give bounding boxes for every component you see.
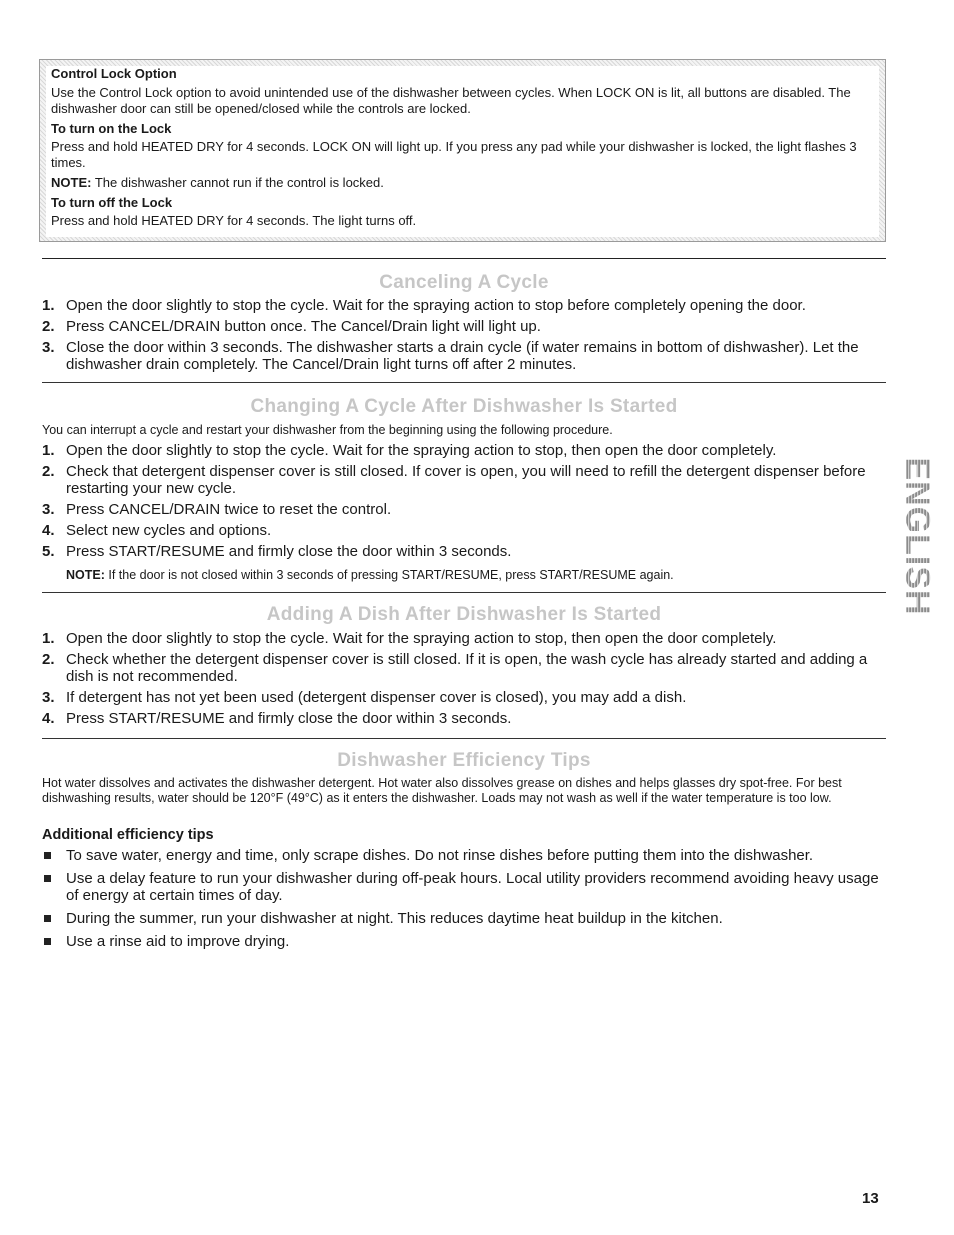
- turn-on-lock-text: Press and hold HEATED DRY for 4 seconds. LOCK ON will light up. If you press any pad while your dishwasher is locked, the light flashes 3 times.: [51, 139, 857, 170]
- list-item: 2. Press CANCEL/DRAIN button once. The Cancel/Drain light will light up.: [42, 318, 541, 335]
- section-divider: [42, 258, 886, 259]
- list-item: To save water, energy and time, only scrape dishes. Do not rinse dishes before putting them into the dishwasher.: [42, 847, 886, 864]
- additional-tips-heading: Additional efficiency tips: [42, 827, 214, 843]
- changing-intro: You can interrupt a cycle and restart your dishwasher from the beginning using the following procedure.: [42, 423, 613, 437]
- control-lock-box: [39, 59, 886, 242]
- language-label: ENGLISH: [898, 456, 937, 616]
- note-text: If the door is not closed within 3 seconds of pressing START/RESUME, press START/RESUME again.: [104, 568, 674, 582]
- bullet-square-icon: [44, 852, 51, 859]
- control-lock-note: [51, 175, 871, 191]
- canceling-heading: Canceling A Cycle: [379, 272, 549, 293]
- list-item: During the summer, run your dishwasher at night. This reduces daytime heat buildup in the kitchen.: [42, 910, 886, 927]
- section-divider: [42, 592, 886, 593]
- changing-heading: Changing A Cycle After Dishwasher Is Started: [250, 396, 678, 417]
- section-divider: [42, 738, 886, 739]
- list-item: 1. Open the door slightly to stop the cycle. Wait for the spraying action to stop, then open the door completely.: [42, 630, 777, 647]
- note-label: NOTE:: [51, 175, 92, 190]
- list-item: 3. Press CANCEL/DRAIN twice to reset the control.: [42, 501, 392, 518]
- changing-steps: [42, 442, 886, 564]
- efficiency-intro: Hot water dissolves and activates the dishwasher detergent. Hot water also dissolves grease on dishes and helps glasses dry spot-free. For best dishwashing results, water should be 120°F (49°C) as it enters the dishwasher. Loads may not wash as well if the water temperature is too low.: [42, 776, 842, 805]
- list-item: 4. Select new cycles and options.: [42, 522, 272, 539]
- list-item: Use a rinse aid to improve drying.: [42, 933, 886, 950]
- list-item: 2. Check that detergent dispenser cover is still closed. If cover is open, you will need to refill the detergent dispenser before restarting your new cycle.: [42, 463, 866, 497]
- section-divider: [42, 382, 886, 383]
- list-item: 1. Open the door slightly to stop the cycle. Wait for the spraying action to stop before completely opening the door.: [42, 297, 806, 314]
- bullet-square-icon: [44, 875, 51, 882]
- turn-off-lock-heading: To turn off the Lock: [51, 195, 173, 210]
- bullet-square-icon: [44, 938, 51, 945]
- control-lock-content: [46, 66, 879, 237]
- changing-note: [66, 568, 886, 583]
- control-lock-intro: Use the Control Lock option to avoid unintended use of the dishwasher between cycles. When LOCK ON is lit, all buttons are disabled. The dishwasher door can still be opened/closed while the controls are locked.: [51, 85, 851, 116]
- list-item: 2. Check whether the detergent dispenser cover is still closed. If it is open, the wash cycle has already started and adding a dish is not recommended.: [42, 651, 868, 685]
- page-number: 13: [862, 1190, 879, 1207]
- list-item: 3. Close the door within 3 seconds. The dishwasher starts a drain cycle (if water remains in bottom of dishwasher). Let the dishwasher drain completely. The Cancel/Drain light turns off after 2 minutes.: [42, 339, 859, 373]
- note-label: NOTE:: [66, 568, 105, 582]
- turn-on-lock-heading: To turn on the Lock: [51, 121, 172, 136]
- turn-off-lock-text: Press and hold HEATED DRY for 4 seconds. The light turns off.: [51, 213, 417, 228]
- bullet-square-icon: [44, 915, 51, 922]
- control-lock-title: Control Lock Option: [51, 66, 177, 81]
- adding-heading: Adding A Dish After Dishwasher Is Started: [266, 604, 662, 625]
- list-item: 3. If detergent has not yet been used (detergent dispenser cover is closed), you may add a dish.: [42, 689, 687, 706]
- adding-steps: [42, 630, 886, 731]
- list-item: 4. Press START/RESUME and firmly close the door within 3 seconds.: [42, 710, 512, 727]
- language-side-tab: [898, 450, 937, 622]
- efficiency-tips-list: [42, 847, 886, 956]
- list-item: Use a delay feature to run your dishwasher during off-peak hours. Local utility providers recommend avoiding heavy usage of energy at certain times of day.: [42, 870, 886, 904]
- list-item: 1. Open the door slightly to stop the cycle. Wait for the spraying action to stop, then open the door completely.: [42, 442, 777, 459]
- list-item: 5. Press START/RESUME and firmly close the door within 3 seconds.: [42, 543, 512, 560]
- note-text: The dishwasher cannot run if the control is locked.: [91, 175, 384, 190]
- efficiency-heading: Dishwasher Efficiency Tips: [337, 750, 591, 771]
- canceling-steps: [42, 297, 886, 377]
